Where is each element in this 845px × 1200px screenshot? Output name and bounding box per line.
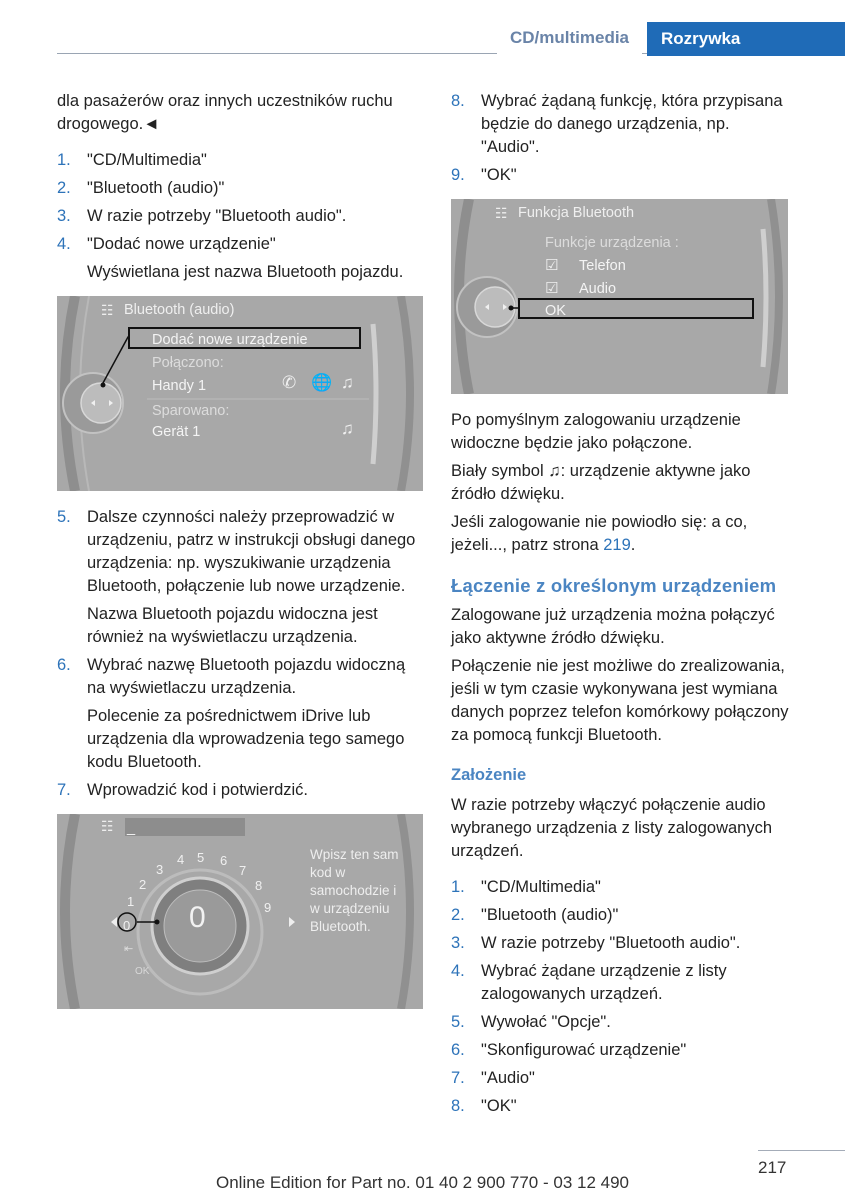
page-link[interactable]: 219 (603, 536, 631, 554)
music-note-icon: ♫ (341, 419, 354, 438)
selected-dial-digit: 0 (123, 918, 131, 933)
step-note: Polecenie za pośrednictwem iDrive lub urządzenia dla wprowadzenia tego samego kodu Bluetooth. (87, 707, 405, 771)
paragraph: Po pomyślnym zalogowaniu urządzenie widoczne będzie jako połączone. (451, 411, 741, 452)
list-item: 1. "CD/Multimedia" (57, 151, 207, 169)
left-column (57, 90, 425, 1009)
list-item: 1. "CD/Multimedia" (451, 878, 601, 896)
step-note: Nazwa Bluetooth pojazdu widoczna jest również na wyświetlaczu urządzenia. (87, 605, 378, 646)
ok-label: OK (135, 966, 150, 977)
dial-digit: 7 (239, 863, 247, 878)
dial-digit: 9 (264, 900, 272, 915)
code-prompt: Wpisz ten sam kod w samochodzie i w urządzeniu Bluetooth. (310, 847, 399, 934)
list-item: 3. W razie potrzeby "Bluetooth audio". (57, 207, 347, 225)
bluetooth-code-entry-screen-image (57, 814, 423, 1009)
paragraph: Biały symbol ♫: urządzenie aktywne jako źródło dźwięku. (451, 462, 751, 503)
dial-digit: 5 (197, 850, 205, 865)
screen-title: Funkcja Bluetooth (518, 205, 635, 221)
list-item: 5. Wywołać "Opcje". (451, 1013, 611, 1031)
list-item: 9. "OK" (451, 166, 517, 184)
ok-item: OK (545, 303, 566, 319)
list-item: 6. Wybrać nazwę Bluetooth pojazdu widoczną na wyświetlaczu urządzenia. (57, 656, 406, 697)
paragraph: Jeśli zalogowanie nie powiodło się: a co, jeżeli..., patrz strona 219. (451, 513, 748, 554)
step-note: Wyświetlana jest nazwa Bluetooth pojazdu. (87, 263, 404, 281)
bluetooth-function-screen-image (451, 199, 788, 394)
section-heading: Łączenie z określonym urządzeniem (451, 575, 777, 596)
list-item: 4. "Dodać nowe urządzenie" (57, 235, 276, 253)
page-number: 217 (758, 1158, 787, 1177)
checkbox-checked-icon: ☑ (545, 257, 559, 274)
screen-title: Bluetooth (audio) (124, 302, 235, 318)
list-item: 4. Wybrać żądane urządzenie z listy zalogowanych urządzeń. (451, 962, 727, 1003)
list-item: 2. "Bluetooth (audio)" (57, 179, 225, 197)
intro-text: dla pasażerów oraz innych uczestników ruchu drogowego.◄ (57, 92, 393, 133)
dial-digit: 3 (156, 862, 164, 877)
list-item: 5. Dalsze czynności należy przeprowadzić w urządzeniu, patrz w instrukcji obsługi danego urządzenia: np. wyszukiwanie urządzenia Bluetooth, połączenie lub nowe urządzenie. (57, 508, 416, 595)
list-item: 7. Wprowadzić kod i potwierdzić. (57, 781, 308, 799)
checkbox-checked-icon: ☑ (545, 280, 559, 297)
music-note-icon: ♫ (548, 462, 561, 480)
phone-icon: ✆ (282, 373, 297, 392)
menu-icon: ☷ (101, 302, 114, 318)
functions-label: Funkcje urządzenia : (545, 235, 679, 251)
menu-icon: ☷ (101, 818, 114, 834)
device-row: Gerät 1 (152, 424, 201, 440)
device-row: Handy 1 (152, 378, 207, 394)
page-number-rule (758, 1150, 845, 1151)
dial-digit: 4 (177, 852, 185, 867)
header-chapter-tab: Rozrywka (647, 22, 845, 56)
dial-digit: 6 (220, 853, 228, 868)
function-option: Audio (579, 281, 617, 297)
paragraph: W razie potrzeby włączyć połączenie audio wybranego urządzenia z listy zalogowanych urządzeń. (451, 796, 773, 860)
dial-digit: 2 (139, 877, 147, 892)
bluetooth-audio-screen-image (57, 296, 423, 491)
menu-icon: ☷ (495, 205, 508, 221)
dial-digit: 1 (127, 894, 135, 909)
list-item: 2. "Bluetooth (audio)" (451, 906, 619, 924)
header-section-label: CD/multimedia (497, 22, 642, 54)
code-entry-field: _ (127, 820, 136, 836)
paragraph: Połączenie nie jest możliwe do zrealizowania, jeśli w tym czasie wykonywana jest wymiana danych poprzez telefon komórkowy połączony za pomocą funkcji Bluetooth. (451, 657, 789, 744)
globe-icon: 🌐 (311, 373, 333, 392)
center-digit: 0 (189, 901, 206, 934)
list-item: 7. "Audio" (451, 1069, 535, 1087)
list-item: 6. "Skonfigurować urządzenie" (451, 1041, 687, 1059)
footer-edition-note: Online Edition for Part no. 01 40 2 900 770 - 03 12 490 (215, 1173, 629, 1192)
subsection-heading: Założenie (451, 766, 527, 784)
right-column (451, 90, 791, 1123)
dial-digit: 8 (255, 878, 263, 893)
list-item: 3. W razie potrzeby "Bluetooth audio". (451, 934, 741, 952)
add-device-item: Dodać nowe urządzenie (152, 332, 308, 348)
list-item: 8. Wybrać żądaną funkcję, która przypisana będzie do danego urządzenia, np. "Audio". (451, 92, 783, 156)
backspace-icon: ⇤ (124, 943, 134, 955)
function-option: Telefon (579, 258, 626, 274)
list-item: 8. "OK" (451, 1097, 517, 1115)
paragraph: Zalogowane już urządzenia można połączyć jako aktywne źródło dźwięku. (451, 606, 775, 647)
music-note-icon: ♫ (341, 373, 354, 392)
connected-label: Połączono: (152, 355, 224, 371)
paired-label: Sparowano: (152, 403, 230, 419)
